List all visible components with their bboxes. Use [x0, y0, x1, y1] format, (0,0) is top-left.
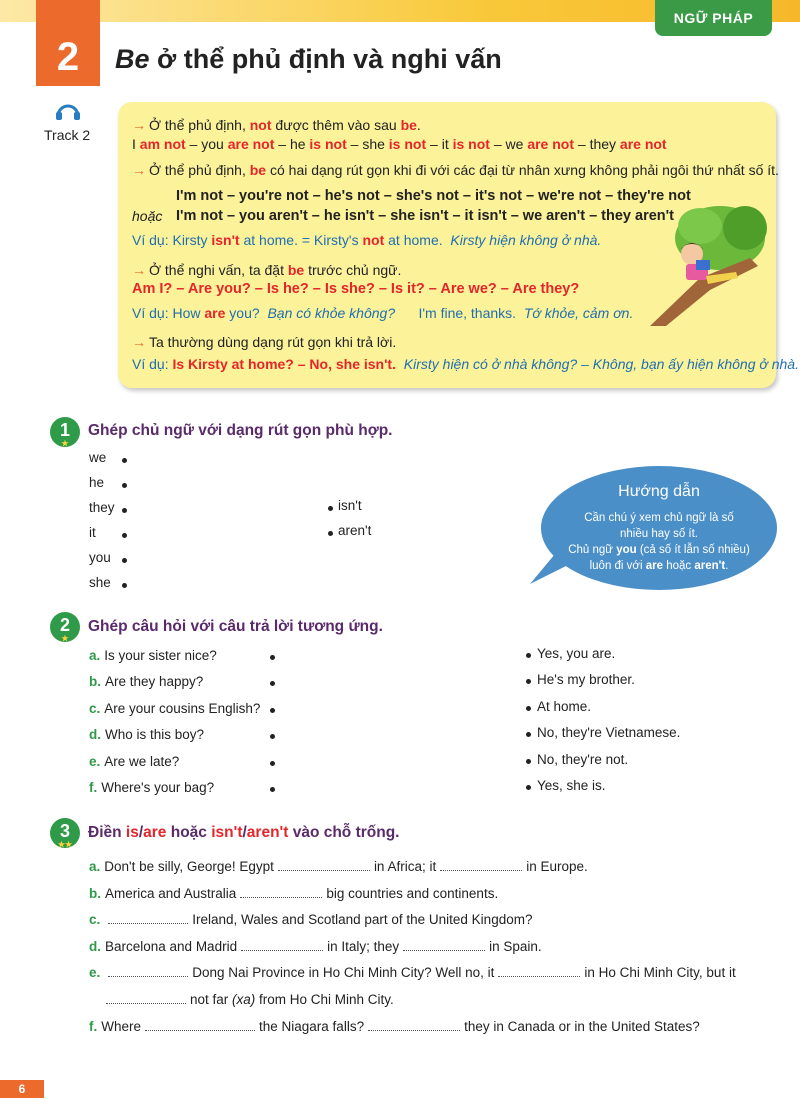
match-dot[interactable] — [526, 706, 531, 711]
question-a: a. Is your sister nice? — [89, 648, 217, 663]
match-dot[interactable] — [270, 734, 275, 739]
blank[interactable] — [240, 887, 322, 898]
or-label: hoặc — [132, 208, 163, 224]
match-dot[interactable] — [270, 681, 275, 686]
guide-bubble — [541, 466, 777, 590]
fill-line-a: a. Don't be silly, George! Egypt in Africa; it in Europe. — [89, 859, 588, 874]
blank[interactable] — [403, 940, 485, 951]
fill-line-d: d. Barcelona and Madrid in Italy; they in Spain. — [89, 939, 542, 954]
blank[interactable] — [498, 966, 580, 977]
guide-text: Cần chú ý xem chủ ngữ là số nhiều hay số ít. Chủ ngữ you (cả số ít lẫn số nhiều) luôn đi với are hoặc aren't. — [568, 512, 750, 572]
blank[interactable] — [278, 860, 370, 871]
match-dot[interactable] — [122, 483, 127, 488]
exercise-1-number: 1 ★ — [50, 417, 80, 447]
subject-he: he — [89, 475, 105, 490]
fill-line-e-cont: not far (xa) from Ho Chi Minh City. — [102, 992, 394, 1007]
match-dot[interactable] — [526, 679, 531, 684]
grammar-box — [118, 102, 799, 388]
rule-3: → Ở thể nghi vấn, ta đặt be trước chủ ngữ. — [132, 262, 402, 278]
match-dot[interactable] — [526, 732, 531, 737]
rule-4: → Ta thường dùng dạng rút gọn khi trả lời. — [132, 334, 397, 350]
match-dot[interactable] — [122, 458, 127, 463]
match-dot[interactable] — [526, 653, 531, 658]
rule-2: → Ở thể phủ định, be có hai dạng rút gọn khi đi với các đại từ nhân xưng không phải ngôi thứ nhất số ít. — [132, 162, 779, 178]
blank[interactable] — [108, 913, 188, 924]
subject-it: it — [89, 525, 96, 540]
short-forms-1: I'm not – you're not – he's not – she's not – it's not – we're not – they're not — [176, 188, 691, 204]
subject-they: they — [89, 500, 115, 515]
example-3: Ví dụ: Is Kirsty at home? – No, she isn't. Kirsty hiện có ở nhà không? – Không, bạn ấy hiện không ở nhà. — [132, 356, 799, 372]
blank[interactable] — [106, 993, 186, 1004]
match-dot[interactable] — [526, 785, 531, 790]
question-e: e. Are we late? — [89, 754, 180, 769]
exercise-2-title: Ghép câu hỏi với câu trả lời tương ứng. — [88, 618, 383, 635]
match-dot[interactable] — [122, 558, 127, 563]
exercise-2-number: 2 ★ — [50, 612, 80, 642]
blank[interactable] — [440, 860, 522, 871]
page-number: 6 — [0, 1080, 44, 1098]
subject-she: she — [89, 575, 111, 590]
subject-you: you — [89, 550, 111, 565]
match-dot[interactable] — [122, 583, 127, 588]
rule-1-forms: I am not – you are not – he is not – she is not – it is not – we are not – they are not — [132, 136, 667, 152]
unit-number: 2 — [36, 0, 100, 86]
track-label[interactable]: Track 2 — [44, 127, 91, 143]
fill-line-b: b. America and Australia big countries and continents. — [89, 886, 499, 901]
answer-6: Yes, she is. — [537, 778, 606, 793]
blank[interactable] — [241, 940, 323, 951]
question-c: c. Are your cousins English? — [89, 701, 261, 716]
match-dot[interactable] — [270, 761, 275, 766]
question-f: f. Where's your bag? — [89, 780, 215, 795]
page-title — [115, 44, 502, 75]
answer-1: Yes, you are. — [537, 646, 616, 661]
example-1: Ví dụ: Kirsty isn't at home. = Kirsty's not at home. Kirsty hiện không ở nhà. — [132, 232, 602, 248]
title-rest: ở thể phủ định và nghi vấn — [149, 44, 502, 74]
blank[interactable] — [145, 1020, 255, 1031]
match-dot[interactable] — [122, 508, 127, 513]
title-be: Be — [115, 44, 150, 74]
subject-we: we — [89, 450, 107, 465]
question-d: d. Who is this boy? — [89, 727, 205, 742]
exercise-3-title: Điền is/are hoặc isn't/aren't vào chỗ trống. — [88, 824, 400, 841]
exercise-3-number: 3 ★★ — [50, 818, 80, 848]
match-dot[interactable] — [270, 787, 275, 792]
fill-line-c: c. Ireland, Wales and Scotland part of the United Kingdom? — [89, 912, 533, 927]
match-dot[interactable] — [270, 708, 275, 713]
headphones-icon[interactable] — [55, 102, 81, 125]
example-2: Ví dụ: How are you? Bạn có khỏe không? I'm fine, thanks. Tớ khỏe, cảm ơn. — [132, 305, 634, 321]
answer-2: He's my brother. — [537, 672, 635, 687]
fill-line-f: f. Where the Niagara falls? they in Canada or in the United States? — [89, 1019, 700, 1034]
form-isnt: isn't — [338, 498, 362, 513]
match-dot[interactable] — [526, 759, 531, 764]
guide-title: Hướng dẫn — [618, 483, 700, 500]
match-dot[interactable] — [328, 531, 333, 536]
section-tab: NGỮ PHÁP — [655, 0, 772, 36]
girl-in-tree-illustration — [640, 198, 770, 328]
match-dot[interactable] — [122, 533, 127, 538]
match-dot[interactable] — [328, 506, 333, 511]
rule-1: → Ở thể phủ định, not được thêm vào sau be. — [132, 117, 421, 133]
form-arent: aren't — [338, 523, 372, 538]
blank[interactable] — [368, 1020, 460, 1031]
question-forms: Am I? – Are you? – Is he? – Is she? – Is it? – Are we? – Are they? — [132, 281, 580, 297]
question-b: b. Are they happy? — [89, 674, 204, 689]
answer-3: At home. — [537, 699, 592, 714]
fill-line-e: e. Dong Nai Province in Ho Chi Minh City? Well no, it in Ho Chi Minh City, but it — [89, 965, 736, 980]
answer-4: No, they're Vietnamese. — [537, 725, 681, 740]
blank[interactable] — [108, 966, 188, 977]
match-dot[interactable] — [270, 655, 275, 660]
exercise-1-title: Ghép chủ ngữ với dạng rút gọn phù hợp. — [88, 422, 393, 439]
short-forms-2: I'm not – you aren't – he isn't – she isn't – it isn't – we aren't – they aren't — [176, 208, 674, 224]
answer-5: No, they're not. — [537, 752, 629, 767]
